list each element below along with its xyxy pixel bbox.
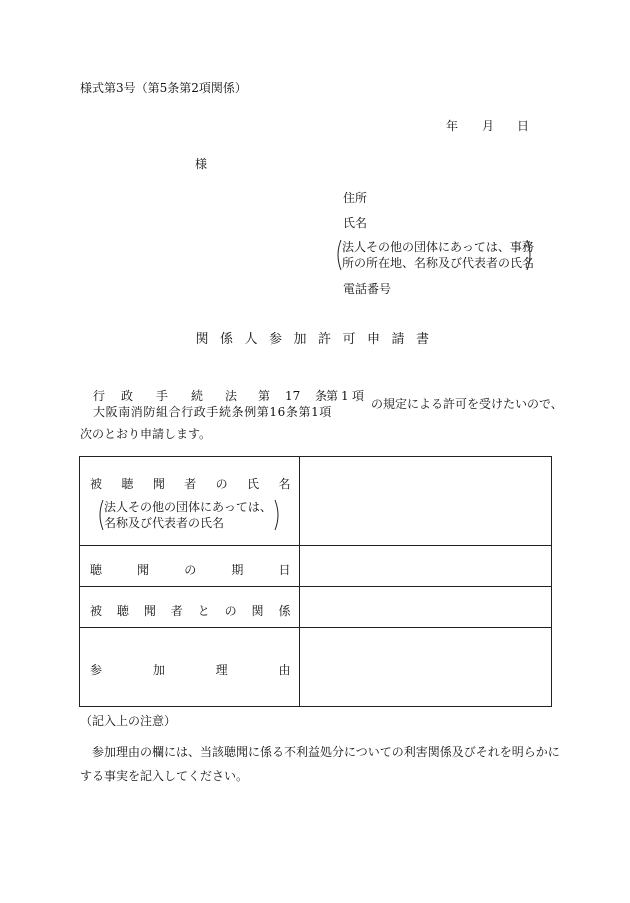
relationship-field[interactable] <box>299 587 551 628</box>
label-char: 聞 <box>137 563 150 577</box>
hearing-date-field[interactable] <box>299 546 551 587</box>
hearing-party-name-label <box>90 475 291 492</box>
document-title: 関係人参加許可申請書 <box>195 332 441 347</box>
label-char: 期 <box>231 563 244 577</box>
label-char: と <box>197 604 210 618</box>
corporation-note <box>334 239 534 271</box>
corporation-note-line2: 所の所在地、名称及び代表者の氏名 <box>342 256 535 270</box>
label-char: 者 <box>170 604 183 618</box>
hearing-date-label <box>90 561 291 578</box>
law-char: 続 <box>191 389 204 403</box>
participation-reason-field[interactable] <box>299 628 551 707</box>
label-char: 氏 <box>247 477 260 491</box>
relationship-label-cell <box>80 587 300 628</box>
notes-text: 参加理由の欄には、当該聴聞に係る不利益処分についての利害関係及びそれを明らかにする事実を記入してください。 <box>80 745 560 783</box>
label-char: 被 <box>90 604 103 618</box>
phone-label: 電話番号 <box>343 282 392 296</box>
label-char: 聴 <box>90 563 103 577</box>
hearing-date-label-cell <box>80 546 300 587</box>
participation-reason-label-cell <box>80 628 300 707</box>
application-statement: 次のとおり申請します。 <box>80 427 212 441</box>
hearing-party-note-text <box>104 499 272 531</box>
label-char: 由 <box>278 663 291 677</box>
application-table <box>79 456 552 707</box>
label-char: 被 <box>90 477 103 491</box>
hearing-party-note-line2: 名称及び代表者の氏名 <box>104 516 225 530</box>
hearing-party-note-line1: 法人その他の団体にあっては、 <box>104 500 272 514</box>
label-char: の <box>215 477 228 491</box>
corporation-note-text <box>342 239 534 271</box>
name-label: 氏名 <box>343 216 368 230</box>
date-month-label: 月 <box>482 119 495 133</box>
form-number: 様式第3号（第5条第2項関係） <box>80 81 247 95</box>
participation-reason-label <box>90 661 291 678</box>
law-char: 第 <box>258 389 271 403</box>
law-char: 第 <box>326 389 339 403</box>
notes-heading: （記入上の注意） <box>80 714 177 728</box>
label-char: 聴 <box>116 604 129 618</box>
law-char: 政 <box>121 389 134 403</box>
law-char: 手 <box>156 389 169 403</box>
corporation-note-line1: 法人その他の団体にあっては、事務 <box>342 240 534 254</box>
table-row <box>80 587 552 628</box>
address-label: 住所 <box>343 191 368 205</box>
label-char: の <box>184 563 197 577</box>
table-row <box>80 457 552 546</box>
label-char: 関 <box>251 604 264 618</box>
date-day-label: 日 <box>517 119 530 133</box>
label-char: 聞 <box>143 604 156 618</box>
law-char: 項 <box>352 389 365 403</box>
label-char: 聞 <box>152 477 165 491</box>
law-char: 条 <box>315 389 328 403</box>
law-char: 17 <box>285 389 301 403</box>
law-char: 行 <box>93 389 106 403</box>
date-year-label: 年 <box>446 119 459 133</box>
hearing-party-name-label-cell <box>80 457 300 546</box>
label-char: 参 <box>90 663 103 677</box>
relationship-label <box>90 602 291 619</box>
label-char: 理 <box>215 663 228 677</box>
law-char: 法 <box>225 389 238 403</box>
table-row <box>80 546 552 587</box>
hearing-party-name-field[interactable] <box>299 457 551 546</box>
label-char: 者 <box>184 477 197 491</box>
label-char: 係 <box>278 604 291 618</box>
addressee-suffix: 様 <box>195 157 208 171</box>
table-row <box>80 628 552 707</box>
label-char: 名 <box>278 477 291 491</box>
label-char: 日 <box>278 563 291 577</box>
label-char: の <box>224 604 237 618</box>
label-char: 加 <box>152 663 165 677</box>
law-line-2: 大阪南消防組合行政手続条例第16条第1項 <box>93 405 332 419</box>
law-tail-text: の規定による許可を受けたいので、 <box>371 397 563 411</box>
law-char: 1 <box>341 389 349 403</box>
label-char: 聴 <box>121 477 134 491</box>
hearing-party-note <box>96 499 282 531</box>
